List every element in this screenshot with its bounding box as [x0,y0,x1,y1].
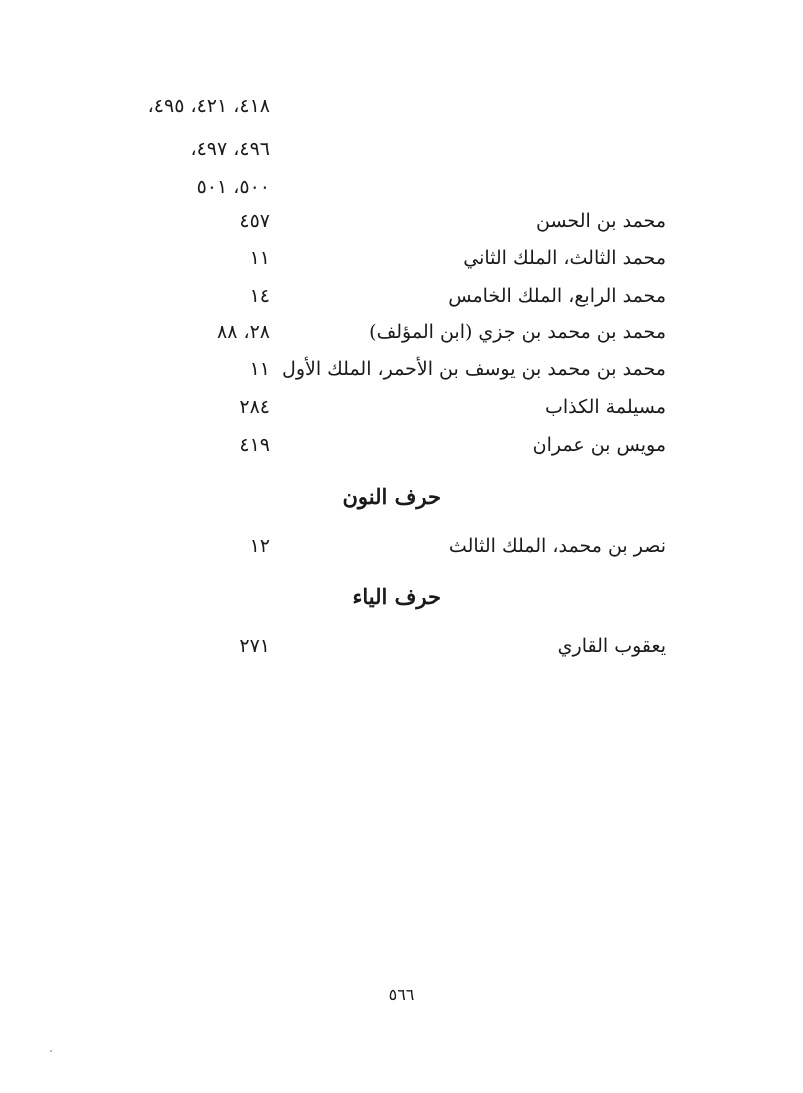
entry-name: محمد الرابع، الملك الخامس [448,285,666,307]
entry-pages: ٤٥٧ [239,210,270,232]
page-number: ٥٦٦ [388,985,415,1004]
entry-pages: ٢٨٤ [239,396,270,418]
entry-name: محمد بن محمد بن يوسف بن الأحمر، الملك الأول [282,358,666,380]
entry-name: محمد الثالث، الملك الثاني [463,247,666,269]
entry-pages: ١١ [249,247,270,269]
entry-name: مويس بن عمران [532,434,666,456]
entry-pages: ٢٧١ [239,635,270,657]
section-heading-yaa: حرف الياء [352,584,441,609]
entry-name: محمد بن محمد بن جزي (ابن المؤلف) [369,321,666,343]
entry-name: محمد بن الحسن [536,210,666,232]
entry-pages: ٢٨، ٨٨ [216,321,270,343]
entry-pages: ١١ [249,358,270,380]
entry-name: يعقوب القاري [557,635,666,657]
continued-pages-line: ٥٠٠، ٥٠١ [196,176,270,198]
section-heading-noon: حرف النون [342,484,441,509]
entry-name: مسيلمة الكذاب [544,396,666,418]
entry-pages: ٤١٩ [239,434,270,456]
continued-pages-line: ٤١٨، ٤٢١، ٤٩٥، [147,95,270,117]
continued-pages-line: ٤٩٦، ٤٩٧، [190,138,270,160]
entry-pages: ١٤ [249,285,270,307]
entry-name: نصر بن محمد، الملك الثالث [448,535,666,557]
scan-speck [50,1050,52,1052]
entry-pages: ١٢ [249,535,270,557]
